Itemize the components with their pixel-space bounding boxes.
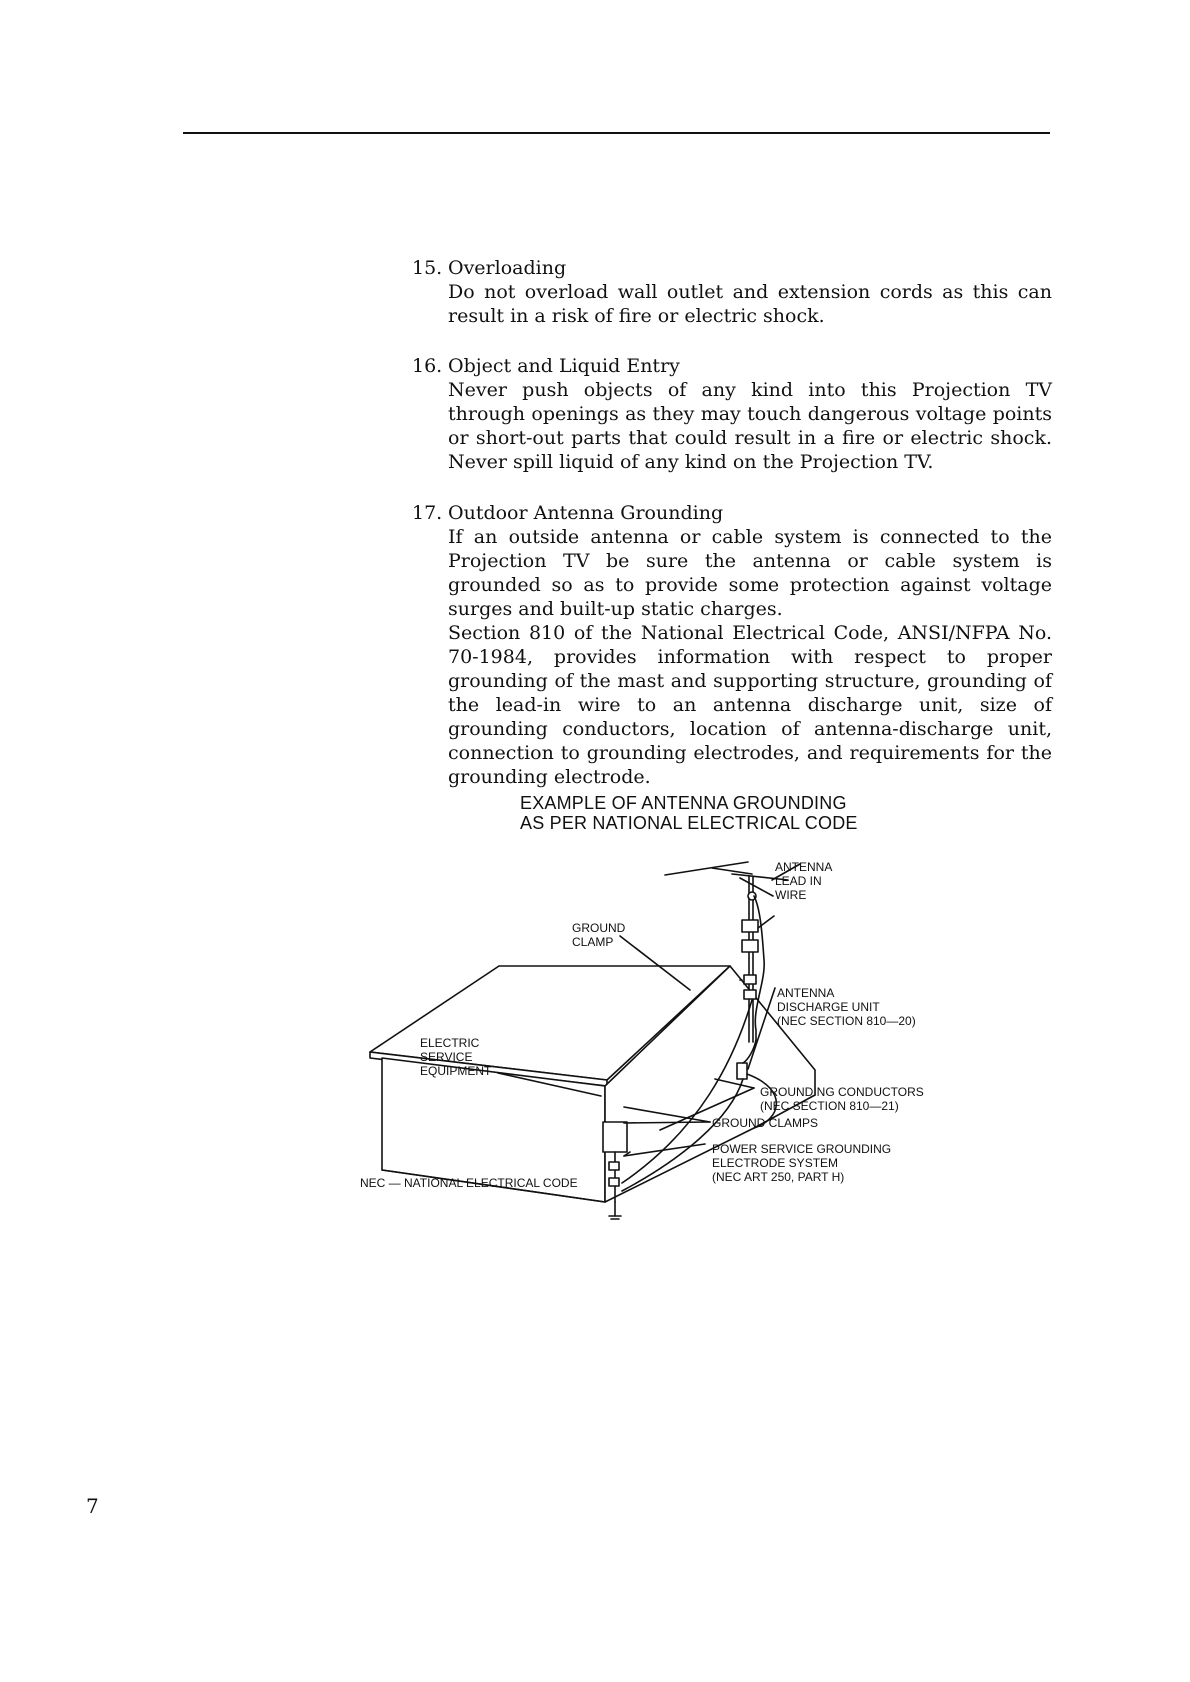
ground-clamp-block (609, 1178, 619, 1186)
label-ground-clamps: GROUND CLAMPS (712, 1116, 819, 1130)
item-heading: Object and Liquid Entry (448, 355, 680, 377)
item-number: 15. (412, 257, 443, 279)
diagram-title (520, 793, 920, 833)
mast-clamp (742, 940, 758, 952)
label-power-service: POWER SERVICE GROUNDING ELECTRODE SYSTEM (NEC ART 250, PART H) (712, 1142, 892, 1184)
diagram-title-line: AS PER NATIONAL ELECTRICAL CODE (520, 813, 858, 833)
item-outdoor-antenna-grounding (412, 501, 1052, 789)
top-rule (183, 132, 1050, 134)
item-number: 17. (412, 502, 443, 524)
item-heading: Overloading (448, 257, 567, 279)
diagram-title-line: EXAMPLE OF ANTENNA GROUNDING (520, 793, 847, 813)
item-paragraph: If an outside antenna or cable system is connected to the Projection TV be sure the antenna or cable system is grounded so as to provide some protection against voltage surges and built-up static charges. (448, 526, 1052, 620)
mast-clamp (744, 990, 756, 999)
antenna-grounding-diagram (360, 860, 980, 1290)
antenna-element (740, 878, 773, 896)
mast-clamp (742, 920, 758, 932)
item-overloading (412, 256, 1052, 328)
label-discharge-unit: ANTENNA DISCHARGE UNIT (NEC SECTION 810—20) (777, 986, 916, 1028)
mast-clamp (744, 975, 756, 984)
label-ground-clamp: GROUND CLAMP (572, 921, 626, 949)
leader-line (624, 1122, 710, 1123)
antenna-element (665, 862, 748, 875)
electric-service-box (603, 1122, 627, 1152)
item-heading: Outdoor Antenna Grounding (448, 502, 724, 524)
label-electric-service: ELECTRIC SERVICE EQUIPMENT (420, 1036, 492, 1078)
item-paragraph: Never push objects of any kind into this Projection TV through openings as they may touch dangerous voltage points or short-out parts that could result in a fire or electric shock. Never spill liquid of any kind on the Projection TV. (448, 379, 1052, 473)
item-paragraph: Section 810 of the National Electrical Code, ANSI/NFPA No. 70-1984, provides information with respect to proper grounding of the mast and supporting structure, grounding of the lead-in wire to an antenna discharge unit, size of grounding conductors, location of antenna-discharge unit, connection to grounding electrodes, and requirements for the grounding electrode. (448, 622, 1052, 788)
antenna-element (712, 868, 752, 874)
item-object-liquid-entry (412, 354, 1052, 474)
item-paragraph: Do not overload wall outlet and extension cords as this can result in a risk of fire or electric shock. (448, 281, 1052, 327)
label-grounding-conductors: GROUNDING CONDUCTORS (NEC SECTION 810—21) (760, 1085, 924, 1113)
label-nec-note: NEC — NATIONAL ELECTRICAL CODE (360, 1176, 578, 1190)
discharge-unit (737, 1063, 747, 1079)
label-antenna-lead-in: ANTENNA LEAD IN WIRE (775, 860, 833, 902)
item-number: 16. (412, 355, 443, 377)
ground-clamp-block (609, 1162, 619, 1170)
page-number: 7 (86, 1494, 99, 1518)
